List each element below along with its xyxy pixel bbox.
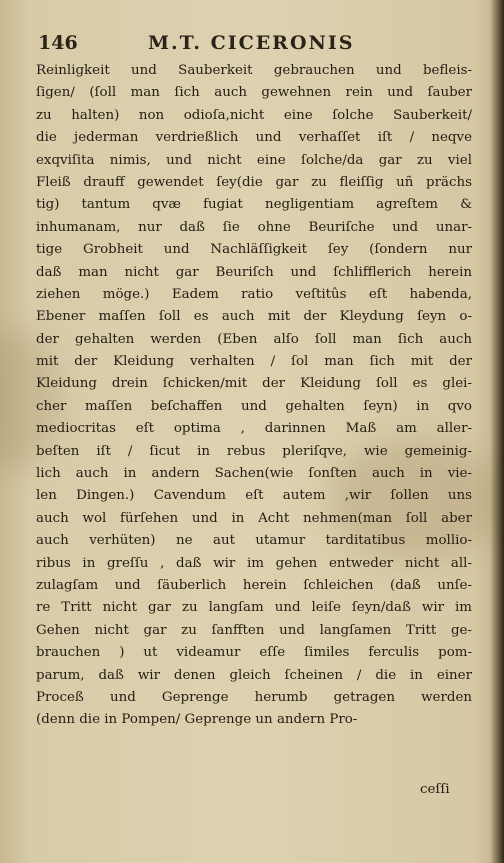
text-line: Gehen nicht gar zu ſanfften und langſamen Tritt ge-: [36, 622, 472, 638]
text-line: zulagſam und ſäuberlich herein ſchleichen (daß unſe-: [36, 577, 472, 593]
text-line: mediocritas eſt optima , darinnen Maß am aller-: [36, 421, 472, 437]
text-line: cher maſſen beſchaffen und gehalten ſeyn) in qvo: [36, 398, 472, 414]
text-line: (denn die in Pompen/ Geprenge un andern Pro-: [36, 712, 358, 728]
text-line: Fleiß drauff gewendet ſey(die gar zu fleiſſig uñ prächs: [36, 174, 472, 190]
text-line: auch verhüten) ne aut utamur tarditatibus mollio-: [36, 533, 472, 549]
text-line: tig) tantum qvæ fugiat negligentiam agreſtem &: [36, 197, 472, 213]
text-line: Proceß und Geprenge herumb getragen werden: [36, 689, 472, 705]
text-line: ribus in greſſu , daß wir im gehen entweder nicht all-: [36, 555, 472, 571]
text-line: die jederman verdrießlich und verhaſſet iſt / neqve: [36, 130, 472, 146]
text-line: Kleidung drein ſchicken/mit der Kleidung ſoll es glei-: [36, 376, 472, 392]
page-edge-shadow: [490, 0, 504, 863]
text-line: brauchen ) ut videamur eſſe ſimiles ferculis pom-: [36, 645, 472, 661]
running-title: M.T. CICERONIS: [148, 32, 355, 54]
text-line: ziehen möge.) Eadem ratio veſtitûs eſt habenda,: [36, 286, 472, 302]
text-line: ſigen/ (ſoll man ſich auch gewehnen rein und ſauber: [36, 85, 472, 101]
text-line: tige Grobheit und Nachläſſigkeit ſey (ſondern nur: [36, 242, 472, 258]
catchword: ceſſi: [420, 782, 450, 797]
text-line: auch wol fürſehen und in Acht nehmen(man ſoll aber: [36, 510, 472, 526]
text-line: exqviſita nimis, und nicht eine ſolche/da gar zu viel: [36, 152, 472, 168]
text-line: daß man nicht gar Beuriſch und ſchlifflerich herein: [36, 264, 472, 280]
body-text: [36, 60, 472, 732]
page-number: 146: [38, 32, 78, 54]
text-line: zu halten) non odioſa,nicht eine ſolche Sauberkeit/: [36, 107, 472, 123]
text-line: der gehalten werden (Eben alſo ſoll man ſich auch: [36, 331, 472, 347]
text-line: len Dingen.) Cavendum eſt autem ,wir ſollen uns: [36, 488, 472, 504]
text-line: inhumanam, nur daß ſie ohne Beuriſche und unar-: [36, 219, 472, 235]
text-line: re Tritt nicht gar zu langſam und leiſe ſeyn/daß wir im: [36, 600, 472, 616]
text-line: lich auch in andern Sachen(wie ſonſten auch in vie-: [36, 466, 472, 482]
text-line: parum, daß wir denen gleich ſcheinen / die in einer: [36, 667, 472, 683]
text-line: mit der Kleidung verhalten / ſol man ſich mit der: [36, 354, 472, 370]
text-line: Reinligkeit und Sauberkeit gebrauchen und befleis-: [36, 63, 472, 78]
text-line: Ebener maſſen ſoll es auch mit der Kleydung ſeyn o-: [36, 309, 472, 325]
text-line: beſten iſt / ſicut in rebus pleriſqve, wie gemeinig-: [36, 443, 472, 459]
page-header: [38, 32, 478, 58]
